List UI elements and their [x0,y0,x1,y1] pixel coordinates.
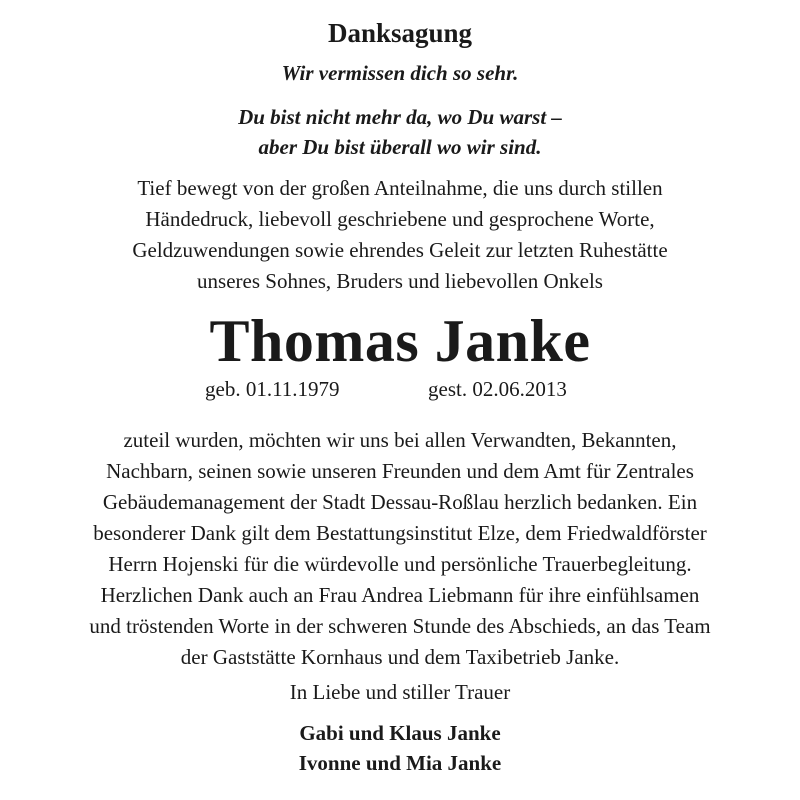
death-date: gest. 02.06.2013 [428,377,567,401]
verse-line: Wir vermissen dich so sehr. [281,61,519,85]
notice-title: Danksagung [327,18,473,48]
thanks-text-line: Herzlichen Dank auch an Frau Andrea Liebmann für ihre einfühlsamen [100,583,700,607]
signer-name: Gabi und Klaus Janke [299,721,501,745]
intro-text-line: Geldzuwendungen sowie ehrendes Geleit zur letzten Ruhestätte [132,238,668,262]
life-dates [0,374,800,404]
verse-line: aber Du bist überall wo wir sind. [258,135,542,159]
thanks-text-line: der Gaststätte Kornhaus und dem Taxibetrieb Janke. [180,645,620,669]
thanks-text-line: Herrn Hojenski für die würdevolle und persönliche Trauerbegleitung. [108,552,692,576]
closing-line: In Liebe und stiller Trauer [289,680,511,704]
intro-text-line: unseres Sohnes, Bruders und liebevollen Onkels [197,269,603,293]
thanks-text-line: Nachbarn, seinen sowie unseren Freunden und dem Amt für Zentrales [106,459,694,483]
thanks-text-line: zuteil wurden, möchten wir uns bei allen Verwandten, Bekannten, [123,428,677,452]
thanks-text-line: besonderer Dank gilt dem Bestattungsinstitut Elze, dem Friedwaldförster [93,521,707,545]
intro-text-line: Tief bewegt von der großen Anteilnahme, die uns durch stillen [137,176,663,200]
deceased-name: Thomas Janke [209,308,591,374]
signer-name: Ivonne und Mia Janke [298,751,502,775]
thanks-text-line: Gebäudemanagement der Stadt Dessau-Roßlau herzlich bedanken. Ein [102,490,698,514]
verse-line: Du bist nicht mehr da, wo Du warst – [238,105,562,129]
intro-text-line: Händedruck, liebevoll geschriebene und gesprochene Worte, [145,207,655,231]
thanks-text-line: und tröstenden Worte in der schweren Stunde des Abschieds, an das Team [89,614,711,638]
birth-date: geb. 01.11.1979 [205,377,340,401]
